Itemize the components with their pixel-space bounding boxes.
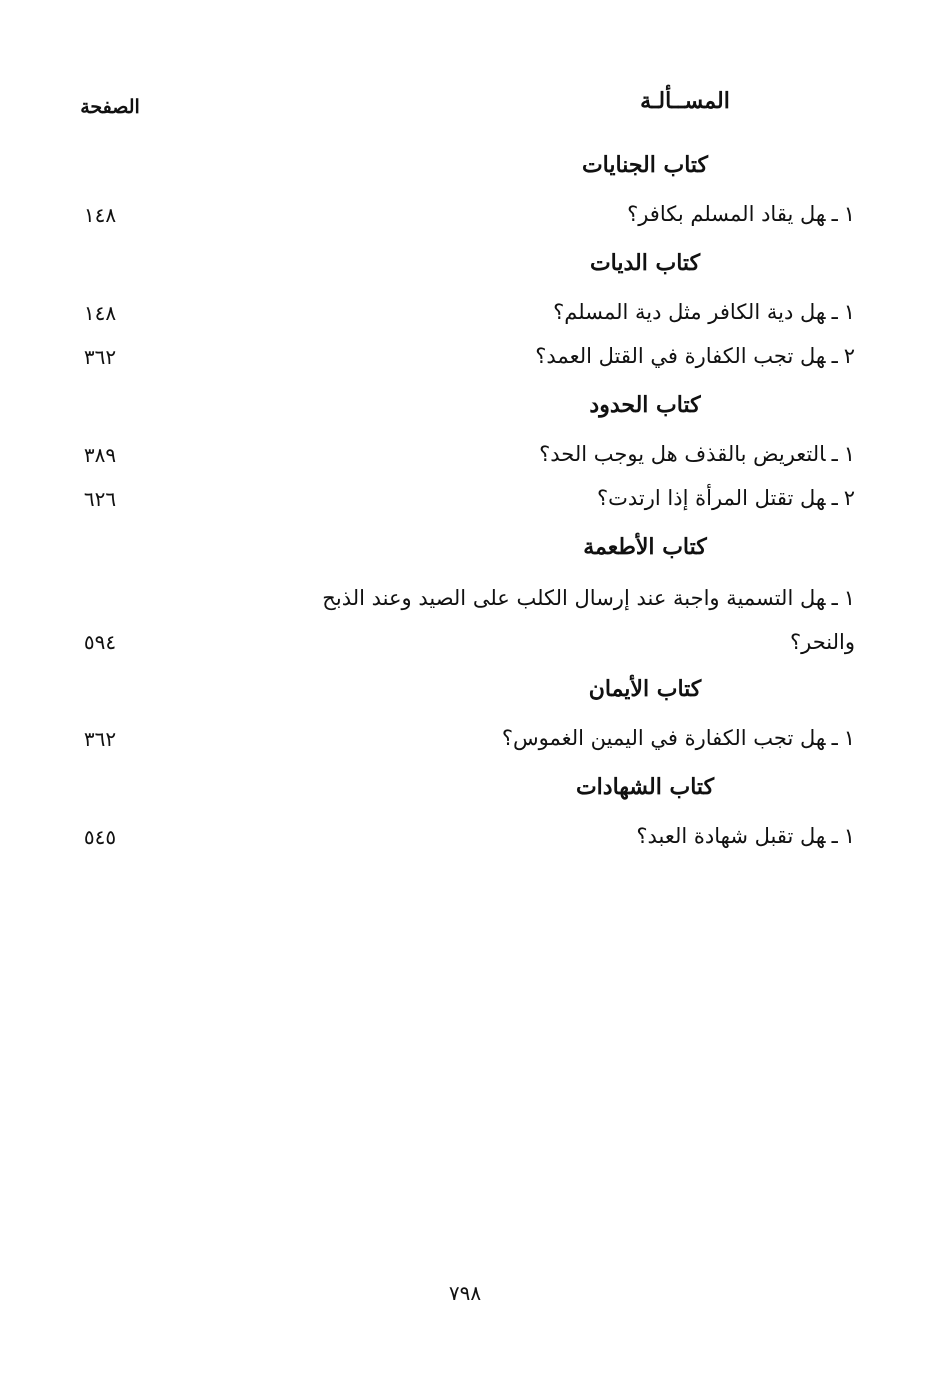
- entry-separator: ـ: [831, 726, 838, 750]
- entry: [255, 576, 855, 664]
- entry-separator: ـ: [831, 586, 838, 610]
- chapter-title: كتاب الديات: [589, 250, 701, 276]
- entry-number: ١: [843, 824, 855, 848]
- entry-number: ١: [843, 726, 855, 750]
- entry-number: ٢: [843, 486, 855, 510]
- entry: [255, 432, 855, 476]
- chapter-title: كتاب الحدود: [589, 392, 701, 418]
- entry: [255, 290, 855, 334]
- header-issue-label: المســألـة: [640, 88, 730, 114]
- entry-separator: ـ: [831, 824, 838, 848]
- entry: [255, 192, 855, 236]
- header-page-label: الصفحة: [80, 96, 140, 118]
- entry-question: هل تقتل المرأة إذا ارتدت؟: [596, 486, 826, 510]
- entry: [255, 476, 855, 520]
- chapter-title: كتاب الشهادات: [575, 774, 715, 800]
- entry: [255, 814, 855, 858]
- chapter-title: كتاب الأطعمة: [583, 534, 707, 560]
- entry-page-number: ٥٩٤: [83, 630, 117, 654]
- entry-page-number: ١٤٨: [83, 203, 117, 227]
- footer-page-number: ٧٩٨: [448, 1281, 482, 1305]
- entry-page-number: ٣٦٢: [83, 345, 117, 369]
- entry-page-number: ٦٢٦: [83, 487, 117, 511]
- entry-page-number: ٣٨٩: [83, 443, 117, 467]
- entry-page-number: ٣٦٢: [83, 727, 117, 751]
- entry-number: ١: [843, 300, 855, 324]
- entry-question: التعريض بالقذف هل يوجب الحد؟: [539, 442, 826, 466]
- entry-question: هل تقبل شهادة العبد؟: [636, 824, 826, 848]
- entry-question: هل التسمية واجبة عند إرسال الكلب على الصيد وعند الذبح والنحر؟: [322, 586, 855, 654]
- entry: [255, 716, 855, 760]
- entry-number: ١: [843, 442, 855, 466]
- entry-separator: ـ: [831, 344, 838, 368]
- chapter-title: كتاب الأيمان: [588, 676, 702, 702]
- entry-number: ١: [843, 586, 855, 610]
- entry-question: هل تجب الكفارة في اليمين الغموس؟: [501, 726, 826, 750]
- entry-separator: ـ: [831, 202, 838, 226]
- entry: [255, 334, 855, 378]
- entry-page-number: ١٤٨: [83, 301, 117, 325]
- entry-page-number: ٥٤٥: [83, 825, 117, 849]
- entry-question: هل دية الكافر مثل دية المسلم؟: [553, 300, 826, 324]
- entry-separator: ـ: [831, 486, 838, 510]
- entry-question: هل يقاد المسلم بكافر؟: [627, 202, 826, 226]
- entry-number: ١: [843, 202, 855, 226]
- entry-question: هل تجب الكفارة في القتل العمد؟: [535, 344, 826, 368]
- chapter-title: كتاب الجنايات: [581, 152, 709, 178]
- entry-separator: ـ: [831, 442, 838, 466]
- entry-number: ٢: [843, 344, 855, 368]
- entry-separator: ـ: [831, 300, 838, 324]
